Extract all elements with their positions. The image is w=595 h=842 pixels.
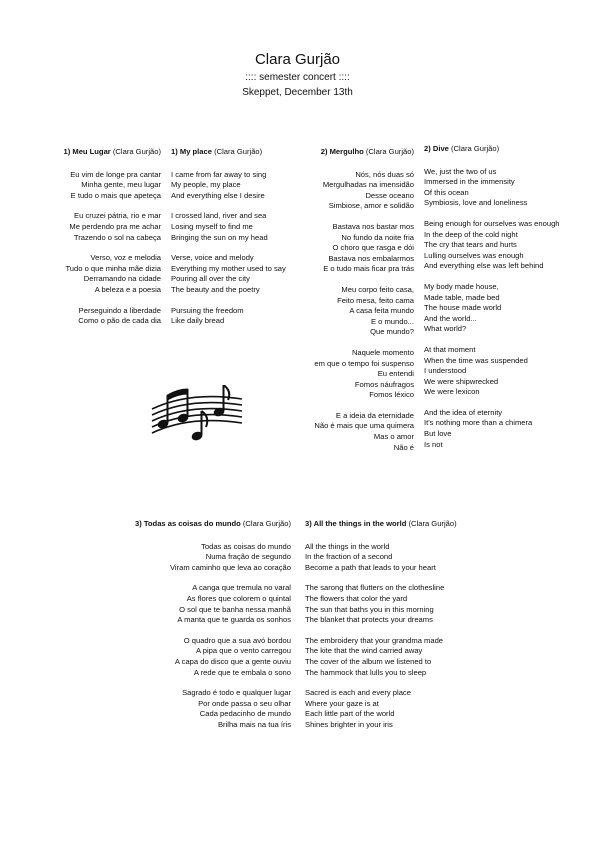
lyric-line: O sol que te banha nessa manhã bbox=[179, 604, 291, 614]
song-heading bbox=[305, 519, 457, 530]
stanza bbox=[305, 583, 457, 625]
lyric-line: Não é bbox=[393, 442, 414, 452]
lyric-line: And the idea of eternity bbox=[424, 407, 503, 417]
stanza bbox=[305, 636, 457, 678]
lyric-line: Like daily bread bbox=[171, 316, 225, 326]
lyric-line: In the deep of the cold night bbox=[424, 229, 518, 239]
lyric-line: The embroidery that your grandma made bbox=[305, 635, 444, 645]
lyric-line: The house made world bbox=[424, 303, 502, 313]
song-column bbox=[305, 519, 457, 741]
lyric-line: It's nothing more than a chimera bbox=[424, 418, 533, 428]
lyric-line: The cover of the album we listened to bbox=[305, 656, 432, 666]
song-column bbox=[314, 147, 414, 463]
stanza bbox=[64, 170, 162, 202]
lyric-line: A casa feita mundo bbox=[349, 306, 414, 316]
lyric-line: Eu vim de longe pra cantar bbox=[70, 169, 161, 179]
lyric-line: Naquele momento bbox=[351, 347, 414, 357]
lyric-line: Derramando na cidade bbox=[83, 274, 161, 284]
lyric-line: Fomos náufragos bbox=[354, 379, 414, 389]
lyric-line: The hammock that lulls you to sleep bbox=[305, 667, 427, 677]
song-column bbox=[171, 147, 286, 337]
lyric-line: Where your gaze is at bbox=[305, 698, 379, 708]
lyric-line: The kite that the wind carried away bbox=[305, 646, 423, 656]
lyric-line: Que mundo? bbox=[370, 327, 414, 337]
stanza bbox=[171, 170, 286, 202]
song-author: (Clara Gurjão) bbox=[112, 147, 161, 156]
lyric-line: Verso, voz e melodia bbox=[90, 253, 161, 263]
lyric-line: Become a path that leads to your heart bbox=[305, 562, 436, 572]
lyric-line: What world? bbox=[424, 324, 467, 334]
lyric-line: And everything else I desire bbox=[171, 190, 265, 200]
stanza bbox=[314, 222, 414, 275]
music-notes-icon bbox=[150, 385, 245, 445]
song-title: 3) All the things in the world bbox=[305, 519, 407, 528]
lyric-line: The beauty and the poetry bbox=[171, 284, 260, 294]
stanza bbox=[424, 345, 560, 398]
lyric-line: A rede que te embala o sono bbox=[193, 667, 291, 677]
lyric-line: Viram caminho que leva ao coração bbox=[169, 562, 291, 572]
song-title: 1) Meu Lugar bbox=[63, 147, 111, 156]
lyric-line: Bringing the sun on my head bbox=[171, 232, 268, 242]
lyric-line: And the world... bbox=[424, 313, 477, 323]
lyric-line: At that moment bbox=[424, 344, 476, 354]
lyric-line: Bastava nos bastar mos bbox=[332, 221, 414, 231]
song-title: 3) Todas as coisas do mundo bbox=[134, 519, 241, 528]
lyric-line: In the fraction of a second bbox=[305, 552, 393, 562]
lyric-line: E o tudo mais ficar pra trás bbox=[323, 264, 414, 274]
lyric-line: Being enough for ourselves was enough bbox=[424, 218, 560, 228]
song-column bbox=[424, 144, 560, 460]
lyric-line: E tudo o mais que apeteça bbox=[70, 190, 161, 200]
song-heading bbox=[424, 144, 560, 155]
lyric-line: Sagrado é todo e qualquer lugar bbox=[182, 688, 291, 698]
concert-header bbox=[0, 50, 595, 100]
lyric-line: No fundo da noite fria bbox=[341, 232, 414, 242]
lyric-line: Simbiose, amor e solidão bbox=[328, 201, 414, 211]
lyric-line: The sarong that flutters on the clothesline bbox=[305, 583, 445, 593]
lyric-line: The sun that baths you in this morning bbox=[305, 604, 434, 614]
lyric-line: E o mundo... bbox=[370, 316, 414, 326]
lyric-line: All the things in the world bbox=[305, 541, 390, 551]
lyric-line: The flowers that color the yard bbox=[305, 593, 408, 603]
song-title: 2) Dive bbox=[424, 144, 449, 153]
lyric-line: Eu cruzei pátria, rio e mar bbox=[74, 211, 161, 221]
song-column bbox=[135, 519, 291, 741]
lyric-line: I came from far away to sing bbox=[171, 169, 267, 179]
lyric-line: When the time was suspended bbox=[424, 355, 528, 365]
stanza bbox=[314, 411, 414, 453]
stanza bbox=[64, 253, 162, 295]
lyric-line: We were lexicon bbox=[424, 387, 480, 397]
lyric-line: O quadro que a sua avó bordou bbox=[183, 635, 291, 645]
lyric-line: Desse oceano bbox=[365, 190, 414, 200]
lyric-line: The blanket that protects your dreams bbox=[305, 615, 433, 625]
lyric-line: The cry that tears and hurts bbox=[424, 240, 517, 250]
stanza bbox=[171, 253, 286, 295]
lyric-line: My body made house, bbox=[424, 281, 499, 291]
lyric-line: Tudo o que minha mãe dizia bbox=[65, 263, 161, 273]
lyric-line: Made table, made bed bbox=[424, 292, 500, 302]
stanza bbox=[424, 282, 560, 335]
lyric-line: And everything else was left behind bbox=[424, 261, 544, 271]
lyric-line: Verse, voice and melody bbox=[171, 253, 254, 263]
stanza bbox=[424, 219, 560, 272]
song-author: (Clara Gurjão) bbox=[242, 519, 291, 528]
song-heading bbox=[135, 519, 291, 530]
song-title: 1) My place bbox=[171, 147, 212, 156]
lyric-line: I crossed land, river and sea bbox=[171, 211, 267, 221]
venue-date: Skeppet, December 13th bbox=[242, 87, 353, 98]
lyric-line: Trazendo o sol na cabeça bbox=[73, 232, 161, 242]
lyric-line: Immersed in the immensity bbox=[424, 177, 515, 187]
lyric-line: Mas o amor bbox=[373, 432, 414, 442]
song-author: (Clara Gurjão) bbox=[451, 144, 500, 153]
lyric-line: Nós, nós duas só bbox=[355, 169, 414, 179]
stanza bbox=[314, 285, 414, 338]
lyric-line: Todas as coisas do mundo bbox=[201, 541, 291, 551]
lyric-line: Fomos léxico bbox=[369, 390, 414, 400]
lyric-line: Everything my mother used to say bbox=[171, 263, 286, 273]
lyric-line: Numa fração de segundo bbox=[205, 552, 291, 562]
lyric-line: Eu entendi bbox=[377, 369, 414, 379]
lyric-line: Of this ocean bbox=[424, 187, 469, 197]
lyric-line: Minha gente, meu lugar bbox=[81, 180, 161, 190]
song-author: (Clara Gurjão) bbox=[365, 147, 414, 156]
song-author: (Clara Gurjão) bbox=[408, 519, 457, 528]
stanza bbox=[135, 542, 291, 574]
lyric-line: Each little part of the world bbox=[305, 709, 395, 719]
lyric-line: Não é mais que uma quimera bbox=[314, 421, 414, 431]
lyric-line: A beleza e a poesia bbox=[94, 284, 161, 294]
stanza bbox=[135, 636, 291, 678]
lyric-line: Symbiosis, love and loneliness bbox=[424, 198, 528, 208]
lyric-line: Is not bbox=[424, 439, 443, 449]
lyric-line: Lulling ourselves was enough bbox=[424, 250, 524, 260]
lyric-line: Pouring all over the city bbox=[171, 274, 250, 284]
page-subtitle: :::: semester concert :::: bbox=[245, 72, 350, 83]
song-author: (Clara Gurjão) bbox=[214, 147, 263, 156]
lyric-line: Shines brighter in your iris bbox=[305, 719, 393, 729]
stanza bbox=[424, 408, 560, 450]
song-heading bbox=[314, 147, 414, 158]
lyric-line: We were shipwrecked bbox=[424, 376, 499, 386]
song-heading bbox=[64, 147, 162, 158]
song-heading bbox=[171, 147, 286, 158]
lyric-line: Me perdendo pra me achar bbox=[69, 221, 161, 231]
lyric-line: em que o tempo foi suspenso bbox=[314, 358, 414, 368]
stanza bbox=[305, 542, 457, 574]
stanza bbox=[64, 211, 162, 243]
lyric-line: A capa do disco que a gente ouviu bbox=[174, 656, 291, 666]
stanza bbox=[171, 211, 286, 243]
stanza bbox=[171, 306, 286, 327]
lyric-line: We, just the two of us bbox=[424, 166, 497, 176]
lyric-line: Cada pedacinho de mundo bbox=[199, 709, 291, 719]
song-title: 2) Mergulho bbox=[320, 147, 364, 156]
stanza bbox=[135, 583, 291, 625]
stanza bbox=[314, 348, 414, 401]
lyric-line: Sacred is each and every place bbox=[305, 688, 411, 698]
lyric-line: Losing myself to find me bbox=[171, 221, 253, 231]
lyric-line: E a ideia da eternidade bbox=[335, 410, 414, 420]
lyric-line: But love bbox=[424, 429, 452, 439]
lyric-line: Bastava nos embalarmos bbox=[328, 253, 414, 263]
lyric-line: A canga que tremula no varal bbox=[192, 583, 291, 593]
song-column bbox=[64, 147, 162, 337]
lyric-line: Mergulhadas na imensidão bbox=[322, 180, 414, 190]
lyric-line: Brilha mais na tua íris bbox=[217, 719, 291, 729]
stanza bbox=[424, 167, 560, 209]
lyric-line: As flores que colorem o quintal bbox=[186, 593, 291, 603]
lyric-line: Por onde passa o seu olhar bbox=[198, 698, 291, 708]
lyric-line: A pipa que o vento carregou bbox=[196, 646, 291, 656]
lyric-line: I understood bbox=[424, 366, 467, 376]
stanza bbox=[64, 306, 162, 327]
lyric-line: Meu corpo feito casa, bbox=[341, 284, 414, 294]
lyric-line: My people, my place bbox=[171, 180, 241, 190]
page-title: Clara Gurjão bbox=[254, 51, 341, 68]
stanza bbox=[314, 170, 414, 212]
lyric-line: Pursuing the freedom bbox=[171, 305, 244, 315]
lyric-line: O choro que rasga e dói bbox=[332, 243, 414, 253]
stanza bbox=[135, 688, 291, 730]
stanza bbox=[305, 688, 457, 730]
lyric-line: A manta que te guarda os sonhos bbox=[177, 615, 291, 625]
lyric-line: Perseguindo a liberdade bbox=[78, 305, 161, 315]
lyric-line: Como o pão de cada dia bbox=[78, 316, 161, 326]
lyric-line: Feito mesa, feito cama bbox=[337, 295, 414, 305]
